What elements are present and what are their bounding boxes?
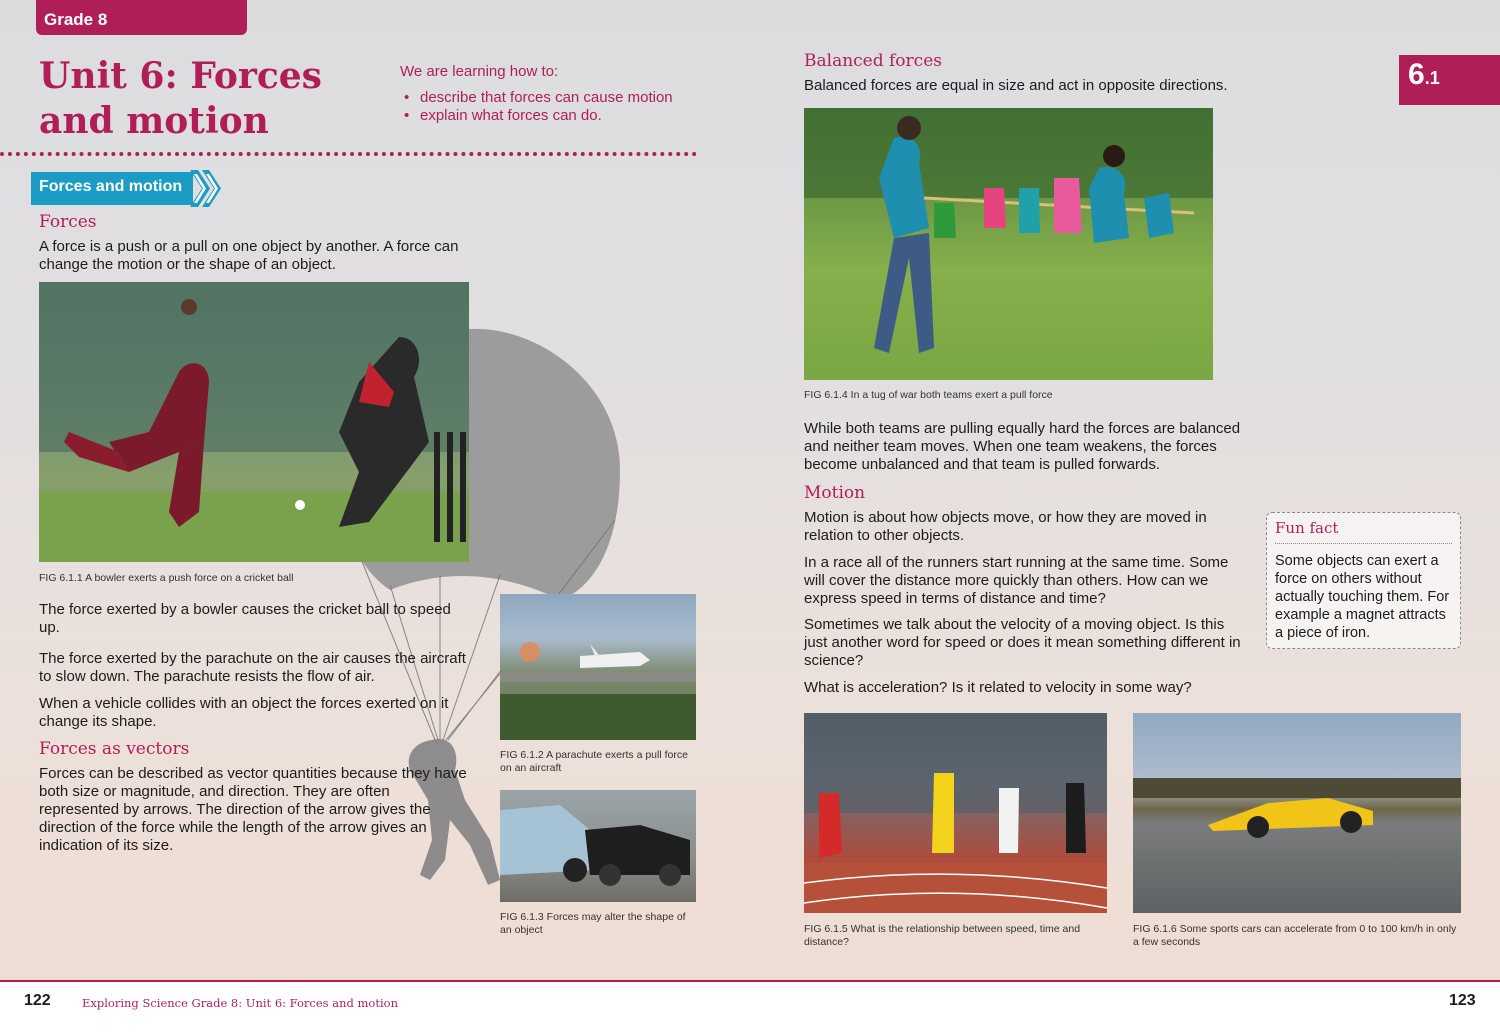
unit-number-tab	[1399, 55, 1500, 105]
car-crash-photo	[500, 790, 696, 902]
tug-of-war-illustration	[804, 108, 1213, 380]
motion-p4: What is acceleration? Is it related to velocity in some way?	[804, 679, 1192, 696]
para-bowler: The force exerted by a bowler causes the cricket ball to speed up.	[39, 601, 451, 636]
fig-caption: FIG 6.1.3 Forces may alter the shape of an object	[500, 911, 686, 936]
fig-caption: FIG 6.1.1 A bowler exerts a push force on a cricket ball	[39, 572, 294, 584]
sports-car-illustration	[1133, 713, 1461, 913]
unit-title-line1: Unit 6: Forces	[39, 55, 322, 97]
sports-car-photo	[1133, 713, 1461, 913]
runners-illustration	[804, 713, 1107, 913]
footer-title: Exploring Science Grade 8: Unit 6: Forces and motion	[82, 996, 398, 1010]
motion-p1: Motion is about how objects move, or how they are moved in relation to other objects.	[804, 509, 1207, 544]
forces-text: A force is a push or a pull on one object by another. A force can change the motion or the shape of an object.	[39, 238, 459, 273]
shuttle-illustration	[500, 594, 696, 740]
motion-p2: In a race all of the runners start running at the same time. Some will cover the distance more quickly than others. How can we express speed in terms of distance and time?	[804, 554, 1229, 607]
vectors-text: Forces can be described as vector quantities because they have both size or magnitude, and direction. They are often represented by arrows. The direction of the arrow gives the direction of the force while the length of the arrow gives an indication of its size.	[39, 765, 467, 854]
learning-list	[400, 89, 720, 125]
chevron-right-icon	[190, 170, 226, 207]
fig-caption: FIG 6.1.5 What is the relationship between speed, time and distance?	[804, 923, 1081, 948]
cricket-photo	[39, 282, 469, 562]
section-banner: Forces and motion	[31, 172, 193, 205]
learning-intro: We are learning how to:	[400, 63, 559, 80]
unit-title	[39, 54, 369, 144]
fig-caption: FIG 6.1.2 A parachute exerts a pull force on an aircraft	[500, 749, 688, 774]
forces-heading: Forces	[39, 212, 97, 232]
learning-objectives	[400, 63, 720, 125]
unit-number-sub: .1	[1424, 68, 1440, 88]
shuttle-photo	[500, 594, 696, 740]
page-number-left: 122	[24, 992, 51, 1009]
tug-of-war-photo	[804, 108, 1213, 380]
fun-fact-title: Fun fact	[1275, 519, 1452, 544]
car-crash-illustration	[500, 790, 696, 902]
fun-fact-text: Some objects can exert a force on others without actually touching them. For example a magnet attracts a piece of iron.	[1275, 553, 1450, 641]
motion-heading: Motion	[804, 483, 866, 503]
fig-caption: FIG 6.1.6 Some sports cars can accelerate from 0 to 100 km/h in only a few seconds	[1133, 923, 1457, 948]
learning-item: • explain what forces can do.	[400, 107, 720, 125]
balanced-heading: Balanced forces	[804, 51, 942, 71]
cricket-illustration	[39, 282, 469, 562]
unit-number-main: 6	[1408, 58, 1425, 91]
balanced-text: Balanced forces are equal in size and act in opposite directions.	[804, 77, 1228, 94]
learning-item: • describe that forces can cause motion	[400, 89, 720, 107]
tug-text: While both teams are pulling equally hard the forces are balanced and neither team moves. When one team weakens, the forces become unbalanced and that team is pulled forwards.	[804, 420, 1241, 473]
fig-caption: FIG 6.1.4 In a tug of war both teams exert a pull force	[804, 389, 1053, 401]
grade-tab: Grade 8	[36, 0, 247, 35]
page-number-right: 123	[1449, 992, 1476, 1009]
unit-title-line2: and motion	[39, 100, 269, 142]
runners-photo	[804, 713, 1107, 913]
para-collide: When a vehicle collides with an object the forces exerted on it change its shape.	[39, 695, 449, 730]
dotted-divider	[0, 152, 697, 156]
fun-fact-box	[1266, 512, 1461, 649]
para-parachute: The force exerted by the parachute on the air causes the aircraft to slow down. The parachute resists the flow of air.	[39, 650, 466, 685]
vectors-heading: Forces as vectors	[39, 739, 190, 759]
motion-p3: Sometimes we talk about the velocity of a moving object. Is this just another word for speed or does it mean something different in science?	[804, 616, 1241, 669]
